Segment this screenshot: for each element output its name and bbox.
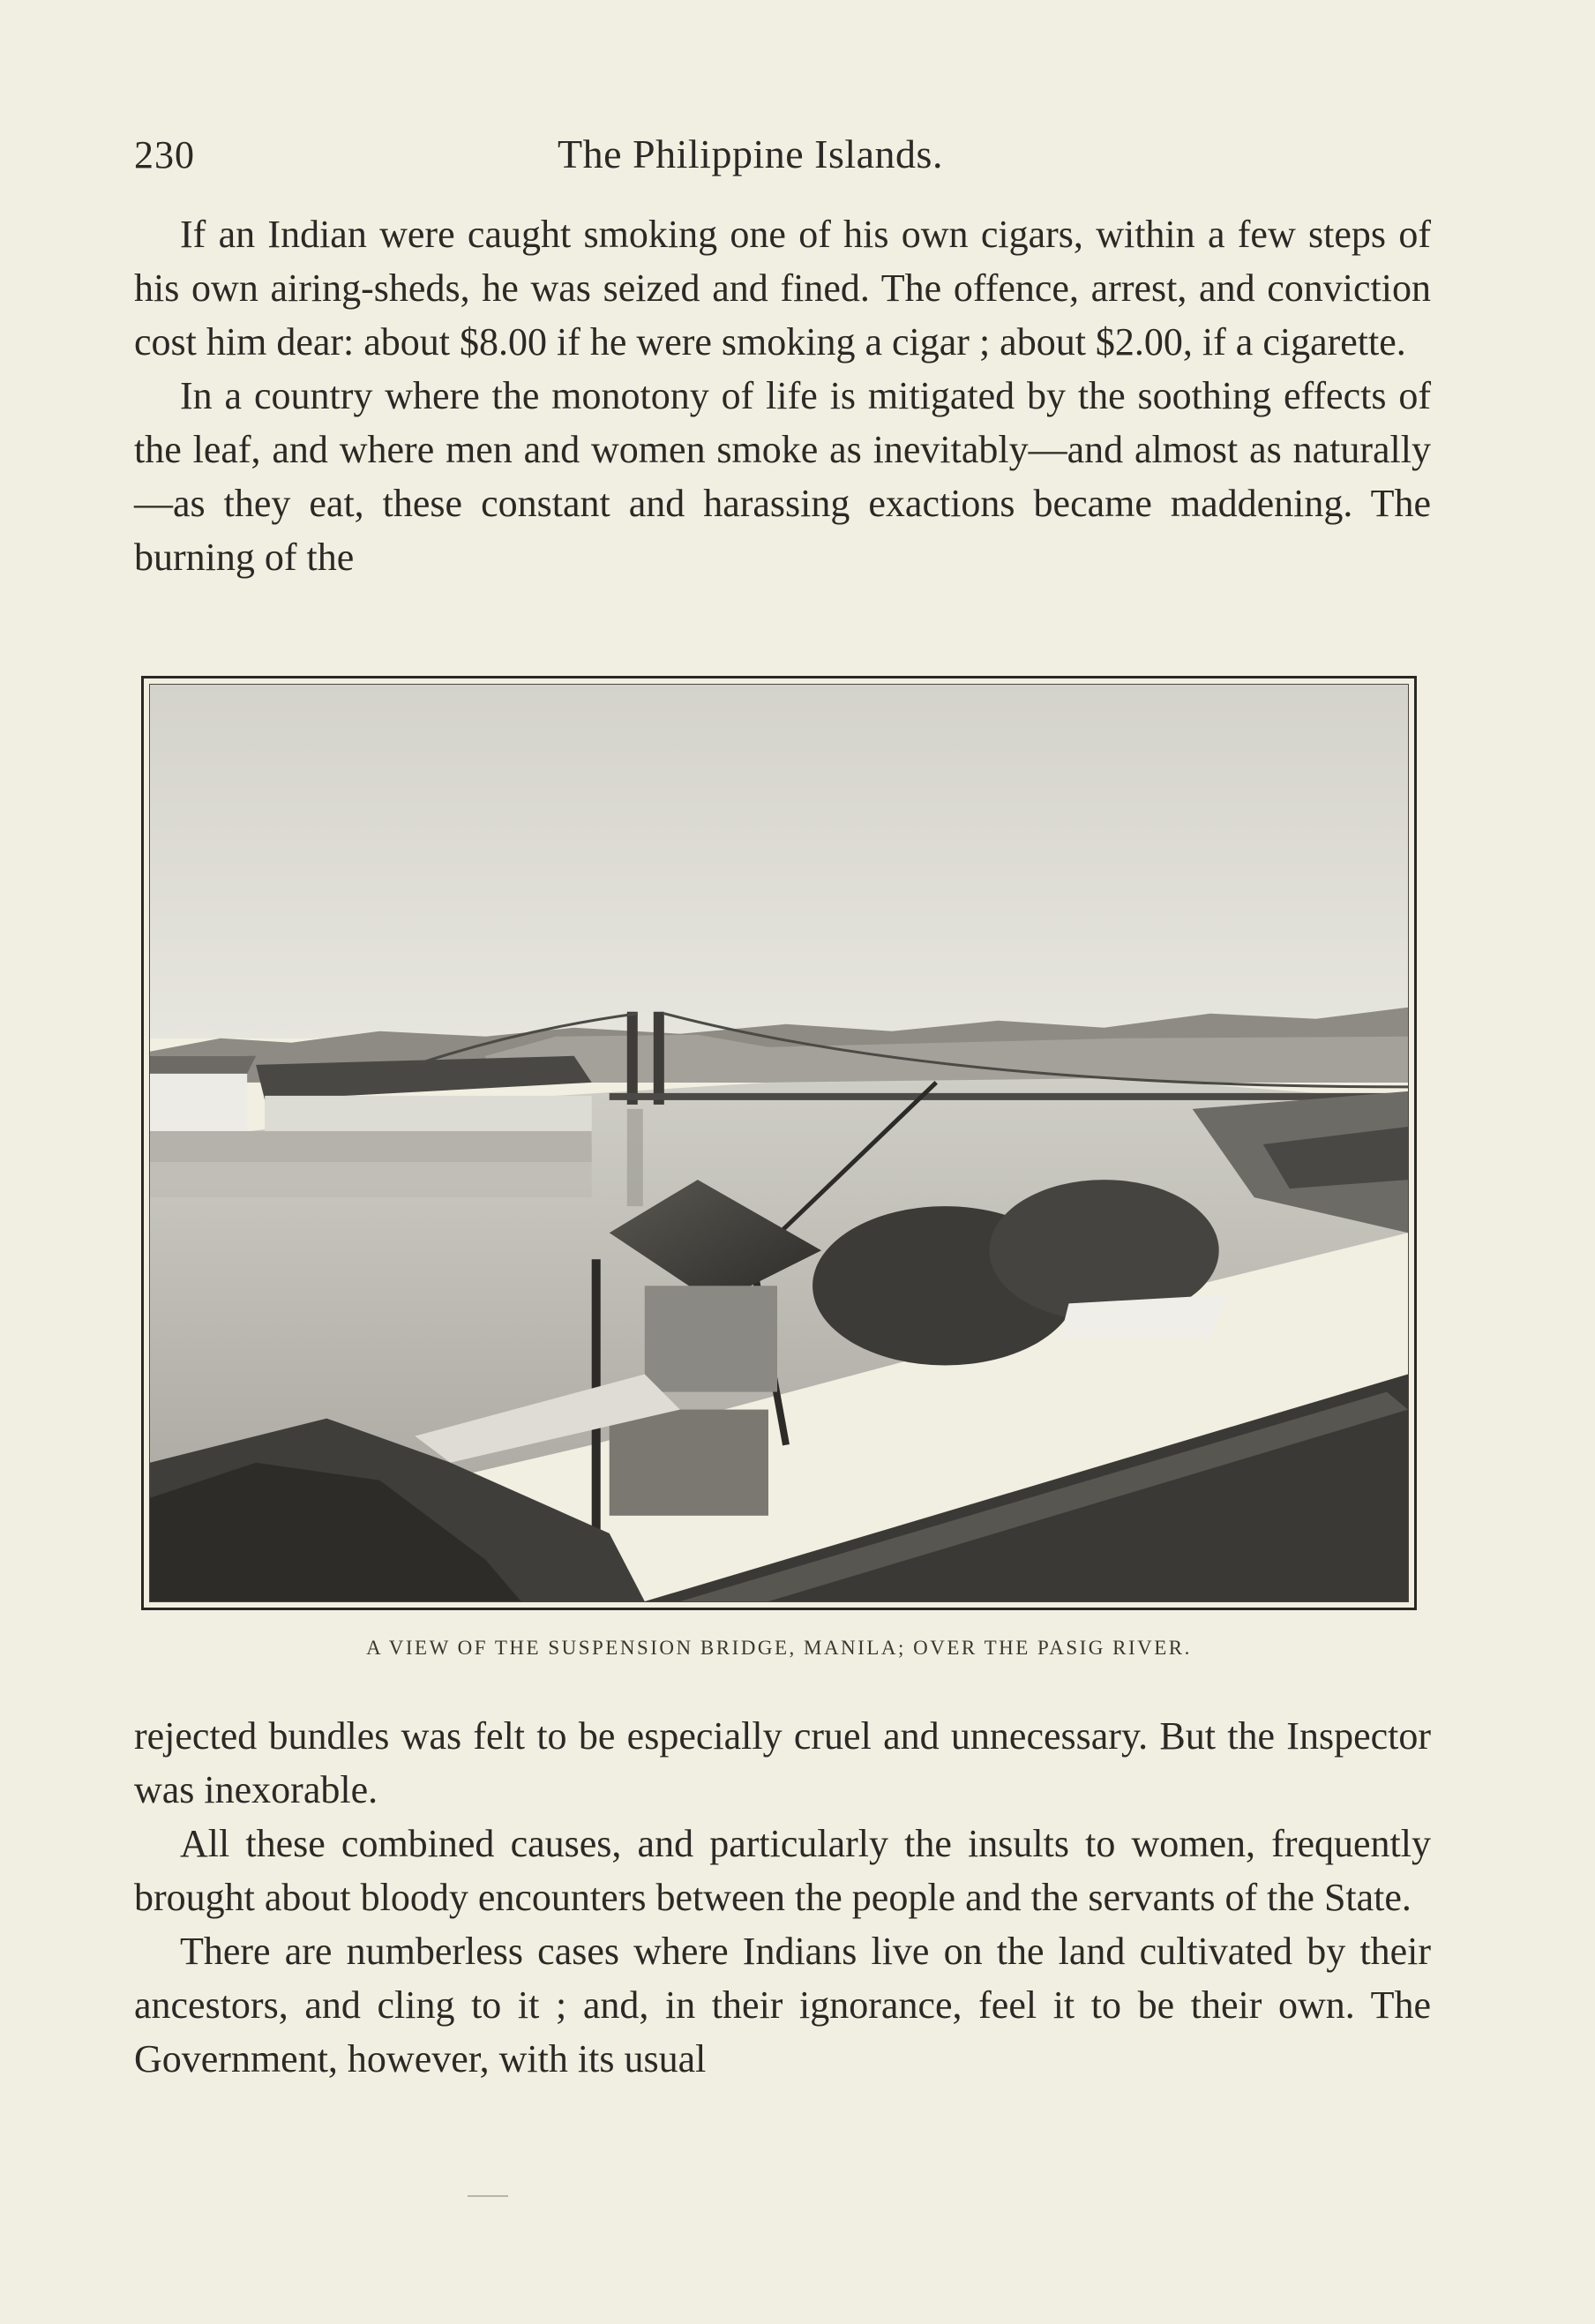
figure-caption: A VIEW OF THE SUSPENSION BRIDGE, MANILA; OVER THE PASIG RIVER. [366,1637,1192,1659]
text-block-top [134,207,1431,584]
paragraph: If an Indian were caught smoking one of his own cigars, within a few steps of his own airing-sheds, he was seized and fined. The offence, arrest, and conviction cost him dear: about $8.00 if he were smoking a cigar ; about $2.00, if a cigarette. [134,213,1431,364]
page-header [134,124,1431,185]
paragraph: There are numberless cases where Indians live on the land cultivated by their ancestors, and cling to it ; and, in their ignorance, feel it to be their own. The Government, however, with its usual [134,1930,1431,2080]
running-title: The Philippine Islands. [558,131,943,176]
page-smudge [468,2195,508,2197]
page-number: 230 [134,133,195,176]
text-block-bottom [134,1709,1431,2086]
paragraph: In a country where the monotony of life is mitigated by the soothing effects of the leaf, and where men and women smoke as inevitably—and almost as naturally—as they eat, these constant and harassing exactions became maddening. The burning of the [134,374,1431,579]
paragraph: All these combined causes, and particularly the insults to women, frequently brought about bloody encounters between the people and the servants of the State. [134,1822,1431,1919]
figure-photograph [141,676,1417,1610]
paragraph: rejected bundles was felt to be especially cruel and unnecessary. But the Inspector was inexorable. [134,1714,1431,1811]
suspension-bridge-photo [150,685,1408,1601]
